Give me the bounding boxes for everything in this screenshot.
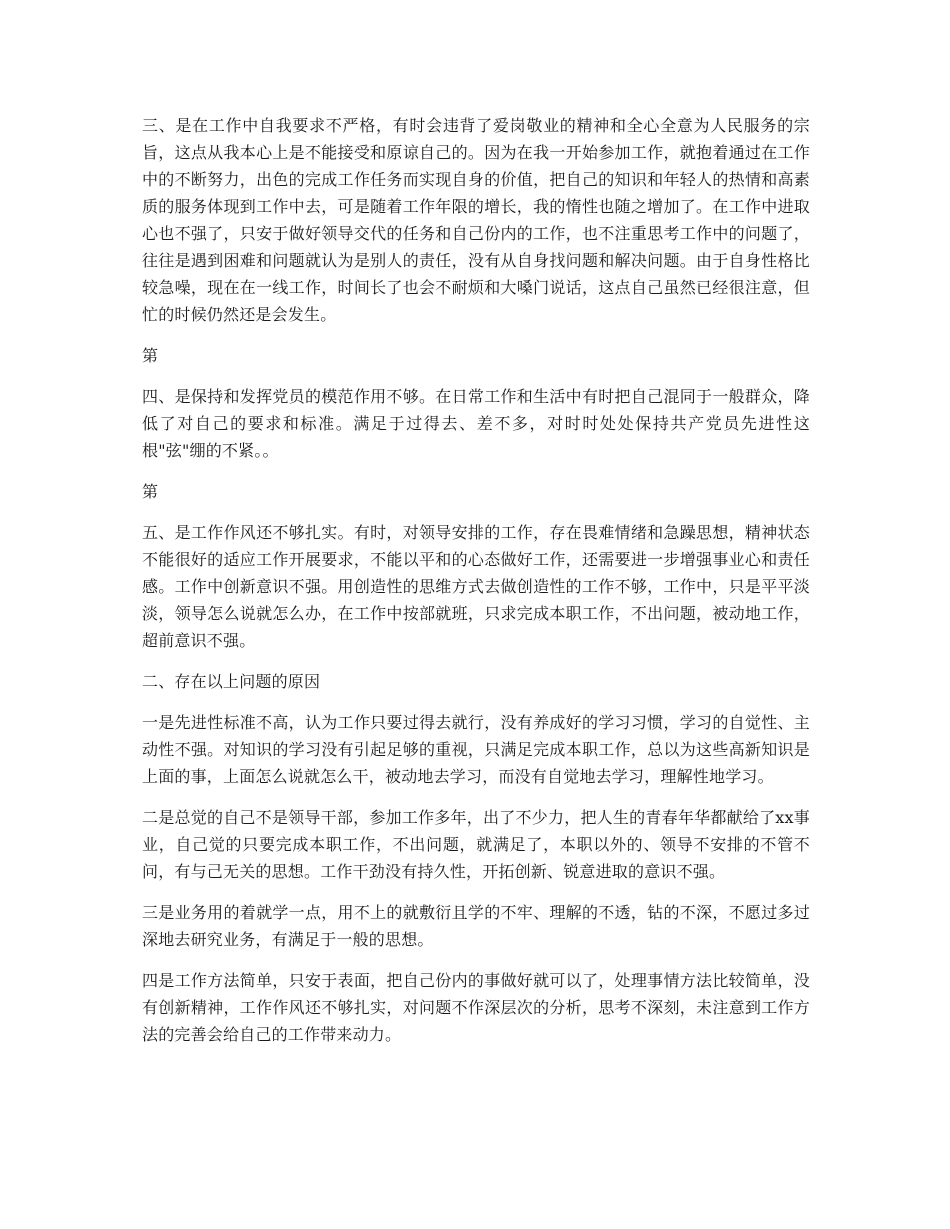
paragraph-cause-two: 二是总觉的自己不是领导干部，参加工作多年，出了不少力，把人生的青春年华都献给了xx事业，自己觉的只要完成本职工作，不出问题，就满足了，本职以外的、领导不安排的不管不问，有与己无关的思想。工作干劲没有持久性，开拓创新、锐意进取的意识不强。: [142, 808, 810, 881]
paragraph-section-five: 五、是工作作风还不够扎实。有时，对领导安排的工作，存在畏难情绪和急躁思想，精神状态不能很好的适应工作开展要求，不能以平和的心态做好工作，还需要进一步增强事业心和责任感。工作中创新意识不强。用创造性的思维方式去做创造性的工作不够，工作中，只是平平淡淡，领导怎么说就怎么办，在工作中按部就班，只求完成本职工作，不出问题，被动地工作，超前意识不强。: [142, 523, 810, 650]
paragraph-cause-three: 三是业务用的着就学一点，用不上的就敷衍且学的不牢、理解的不透，钻的不深，不愿过多过深地去研究业务，有满足于一般的思想。: [142, 903, 810, 949]
paragraph-marker: 第: [142, 346, 159, 365]
paragraph-section-four: 四、是保持和发挥党员的模范作用不够。在日常工作和生活中有时把自己混同于一般群众，降低了对自己的要求和标准。满足于过得去、差不多，对时时处处保持共产党员先进性这根"弦"绷的不紧。。: [142, 387, 810, 460]
paragraph-section-three: 三、是在工作中自我要求不严格，有时会违背了爱岗敬业的精神和全心全意为人民服务的宗旨，这点从我本心上是不能接受和原谅自己的。因为在我一开始参加工作，就抱着通过在工作中的不断努力，出色的完成工作任务而实现自身的价值，把自己的知识和年轻人的热情和高素质的服务体现到工作中去，可是随着工作年限的增长，我的惰性也随之增加了。在工作中进取心也不强了，只安于做好领导交代的任务和自己份内的工作，也不注重思考工作中的问题了，往往是遇到困难和问题就认为是别人的责任，没有从自身找问题和解决问题。由于自身性格比较急噪，现在在一线工作，时间长了也会不耐烦和大嗓门说话，这点自己虽然已经很注意，但忙的时候仍然还是会发生。: [142, 116, 810, 324]
section-heading-causes: 二、存在以上问题的原因: [142, 672, 321, 691]
paragraph-cause-four: 四是工作方法简单，只安于表面，把自己份内的事做好就可以了，处理事情方法比较简单，没有创新精神，工作作风还不够扎实，对问题不作深层次的分析，思考不深刻，未注意到工作方法的完善会给自己的工作带来动力。: [142, 971, 810, 1044]
paragraph-cause-one: 一是先进性标准不高，认为工作只要过得去就行，没有养成好的学习习惯，学习的自觉性、主动性不强。对知识的学习没有引起足够的重视，只满足完成本职工作，总以为这些高新知识是上面的事，上面怎么说就怎么干，被动地去学习，而没有自觉地去学习，理解性地学习。: [142, 713, 810, 786]
paragraph-marker: 第: [142, 482, 159, 501]
document-page: [142, 112, 810, 1062]
